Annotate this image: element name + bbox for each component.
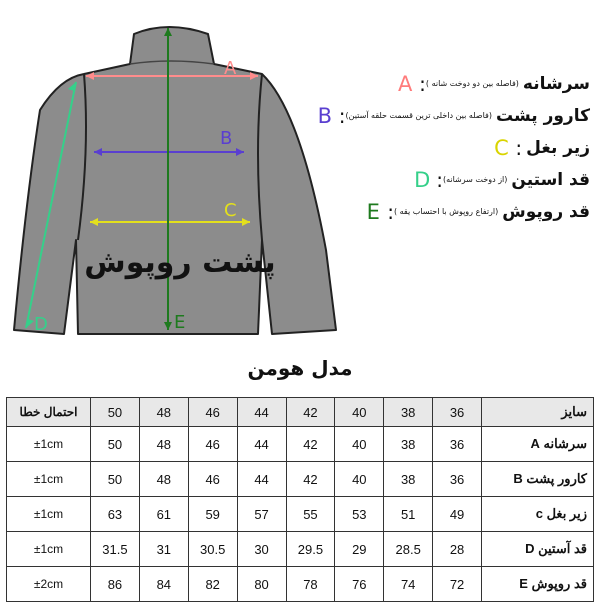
legend-item-e: [260, 196, 590, 228]
measure-e-label: E: [174, 312, 186, 333]
value-cell: 57: [237, 497, 286, 532]
table-row: [7, 567, 594, 602]
garment-back-title: پشت روپوش: [84, 245, 276, 280]
row-label: زیر بغل c: [482, 497, 594, 532]
row-label: قد روپوش E: [482, 567, 594, 602]
row-label: قد آستین D: [482, 532, 594, 567]
legend-title: زیر بغل: [526, 138, 590, 158]
size-header: 36: [433, 398, 482, 427]
value-cell: 78: [286, 567, 335, 602]
value-cell: 30.5: [188, 532, 237, 567]
error-cell: ±1cm: [7, 532, 91, 567]
value-cell: 86: [91, 567, 140, 602]
legend-item-a: [260, 68, 590, 100]
error-cell: ±1cm: [7, 462, 91, 497]
value-cell: 61: [139, 497, 188, 532]
value-cell: 53: [335, 497, 384, 532]
legend-title: قد استین: [511, 170, 590, 190]
value-cell: 80: [237, 567, 286, 602]
value-cell: 38: [384, 427, 433, 462]
value-cell: 72: [433, 567, 482, 602]
legend-title: کارور پشت: [495, 106, 590, 126]
legend-letter: A: [397, 72, 413, 96]
legend-note: (ارتفاع روپوش با احتساب یقه ): [393, 207, 499, 216]
measure-b-label: B: [220, 128, 233, 149]
legend-title: قد روپوش: [502, 202, 590, 222]
legend-letter: C: [494, 136, 509, 160]
measure-a-label: A: [224, 58, 237, 79]
value-cell: 30: [237, 532, 286, 567]
value-cell: 51: [384, 497, 433, 532]
value-cell: 42: [286, 427, 335, 462]
value-cell: 31: [139, 532, 188, 567]
legend-letter: B: [317, 104, 332, 128]
value-cell: 44: [237, 462, 286, 497]
model-title: مدل هومن: [247, 356, 353, 380]
value-cell: 48: [139, 462, 188, 497]
measure-c-label: C: [224, 200, 237, 221]
value-cell: 40: [335, 462, 384, 497]
value-cell: 59: [188, 497, 237, 532]
value-cell: 44: [237, 427, 286, 462]
value-cell: 40: [335, 427, 384, 462]
table-row: [7, 497, 594, 532]
table-row: [7, 427, 594, 462]
size-header: 40: [335, 398, 384, 427]
size-header: 38: [384, 398, 433, 427]
table-row: [7, 462, 594, 497]
value-cell: 82: [188, 567, 237, 602]
value-cell: 38: [384, 462, 433, 497]
value-cell: 46: [188, 462, 237, 497]
value-cell: 36: [433, 427, 482, 462]
legend-colon: :: [419, 72, 426, 96]
legend-item-d: [260, 164, 590, 196]
value-cell: 49: [433, 497, 482, 532]
error-cell: ±1cm: [7, 427, 91, 462]
value-cell: 28.5: [384, 532, 433, 567]
legend-letter: D: [414, 168, 431, 192]
measure-d-label: D: [34, 314, 48, 335]
value-cell: 50: [91, 462, 140, 497]
legend-letter: E: [366, 200, 380, 224]
legend-note: (فاصله بین دو دوخت شانه ): [425, 79, 519, 88]
error-header: احتمال خطا: [7, 398, 91, 427]
size-chart-table: [6, 397, 594, 602]
size-header: 44: [237, 398, 286, 427]
row-label: کارور پشت B: [482, 462, 594, 497]
value-cell: 48: [139, 427, 188, 462]
error-cell: ±1cm: [7, 497, 91, 532]
value-cell: 31.5: [91, 532, 140, 567]
size-header: 50: [91, 398, 140, 427]
legend-title: سرشانه: [522, 74, 590, 94]
table-row: [7, 532, 594, 567]
value-cell: 84: [139, 567, 188, 602]
error-cell: ±2cm: [7, 567, 91, 602]
size-label-header: سایز: [482, 398, 594, 427]
legend-colon: :: [436, 168, 443, 192]
size-header: 48: [139, 398, 188, 427]
legend-colon: :: [338, 104, 346, 128]
size-header: 42: [286, 398, 335, 427]
legend-item-b: [260, 100, 590, 132]
value-cell: 55: [286, 497, 335, 532]
value-cell: 46: [188, 427, 237, 462]
size-header: 46: [188, 398, 237, 427]
row-label: سرشانه A: [482, 427, 594, 462]
value-cell: 29.5: [286, 532, 335, 567]
value-cell: 28: [433, 532, 482, 567]
measurement-legend: [260, 68, 590, 228]
legend-item-c: [260, 132, 590, 164]
legend-colon: :: [387, 200, 394, 224]
value-cell: 42: [286, 462, 335, 497]
value-cell: 74: [384, 567, 433, 602]
value-cell: 63: [91, 497, 140, 532]
table-header-row: [7, 398, 594, 427]
legend-colon: :: [515, 136, 523, 160]
legend-note: (فاصله بین داخلی ترین قسمت حلقه آستین): [345, 111, 492, 120]
legend-note: (از دوخت سرشانه): [442, 175, 508, 184]
value-cell: 50: [91, 427, 140, 462]
value-cell: 76: [335, 567, 384, 602]
value-cell: 29: [335, 532, 384, 567]
value-cell: 36: [433, 462, 482, 497]
